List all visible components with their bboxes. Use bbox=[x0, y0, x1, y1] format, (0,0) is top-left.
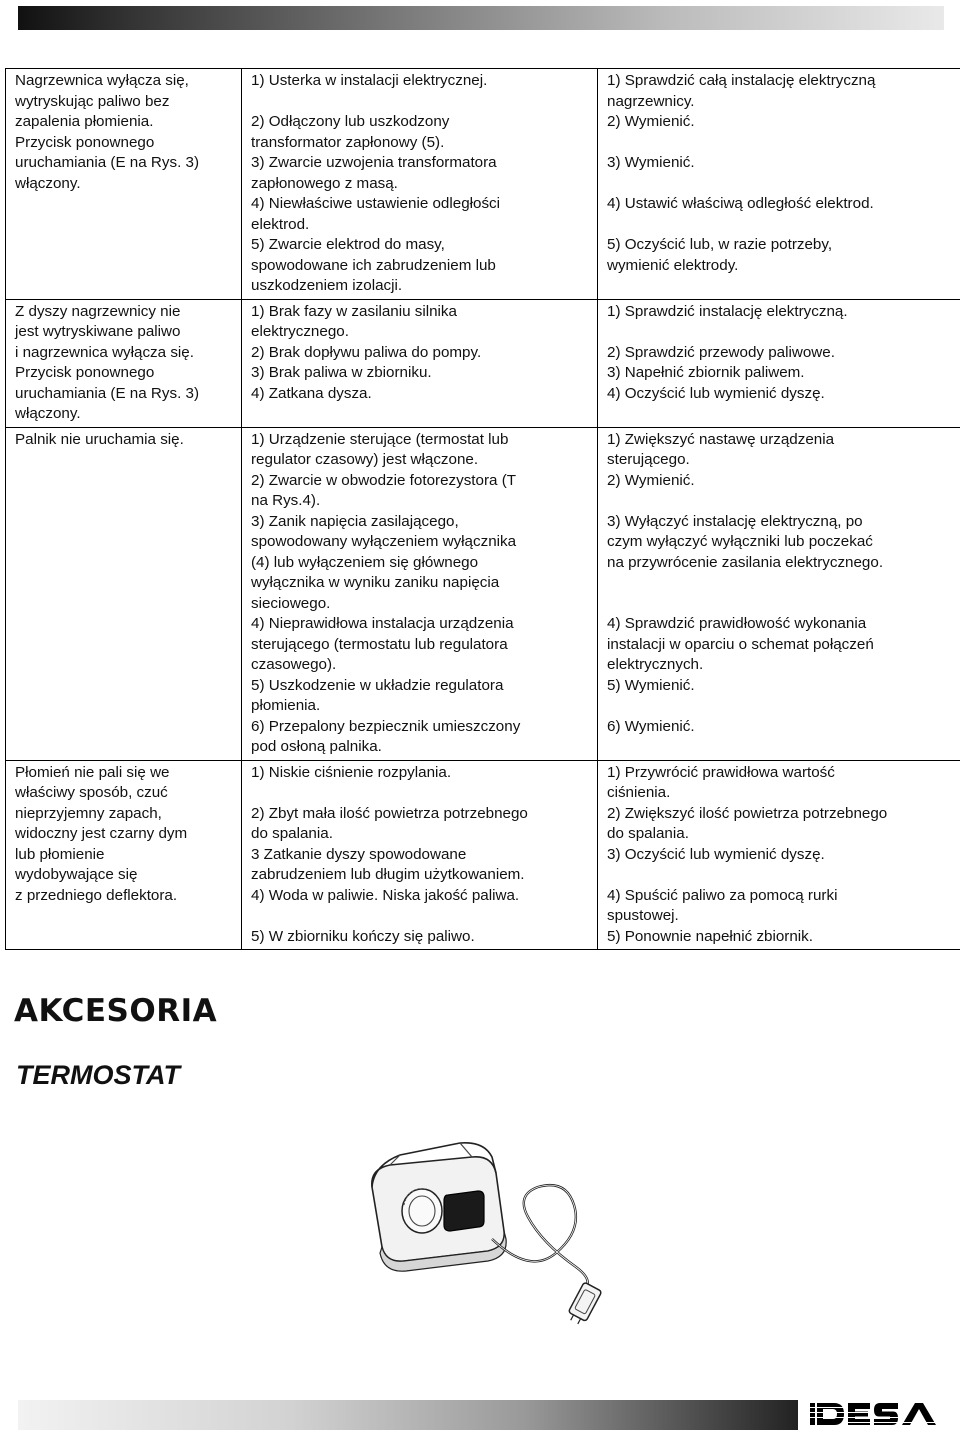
remedy-item bbox=[607, 363, 952, 384]
text-line: 5) Uszkodzenie w układzie regulatora bbox=[251, 676, 589, 697]
text-line: elektrycznych. bbox=[607, 655, 952, 676]
cause-cell bbox=[242, 69, 598, 300]
text-line: 2) Wymienić. bbox=[607, 471, 952, 492]
table-row bbox=[6, 427, 960, 760]
remedy-item bbox=[607, 71, 952, 112]
text-line: 2) Odłączony lub uszkodzony bbox=[251, 112, 589, 133]
table-row bbox=[6, 299, 960, 427]
text-line: regulator czasowy) jest włączone. bbox=[251, 450, 589, 471]
text-line: lub płomienie bbox=[15, 845, 233, 866]
problem-cell bbox=[6, 760, 242, 950]
text-line: 2) Zwiększyć ilość powietrza potrzebnego bbox=[607, 804, 952, 825]
cause-item bbox=[251, 886, 589, 907]
spacer bbox=[251, 783, 589, 804]
cause-item bbox=[251, 471, 589, 512]
text-line: elektrycznego. bbox=[251, 322, 589, 343]
text-line: 4) Niewłaściwe ustawienie odległości bbox=[251, 194, 589, 215]
thermostat-heading: TERMOSTAT bbox=[16, 1060, 180, 1091]
text-line: Z dyszy nagrzewnicy nie bbox=[15, 302, 233, 323]
text-line: Przycisk ponownego bbox=[15, 133, 233, 154]
text-line: 4) Sprawdzić prawidłowość wykonania bbox=[607, 614, 952, 635]
cause-item bbox=[251, 763, 589, 784]
text-line: Nagrzewnica wyłącza się, bbox=[15, 71, 233, 92]
text-line: 5) Ponownie napełnić zbiornik. bbox=[607, 927, 952, 948]
text-line: 3) Wymienić. bbox=[607, 153, 952, 174]
problem-cell bbox=[6, 299, 242, 427]
text-line: 2) Sprawdzić przewody paliwowe. bbox=[607, 343, 952, 364]
text-line: 4) Spuścić paliwo za pomocą rurki bbox=[607, 886, 952, 907]
remedy-item bbox=[607, 112, 952, 133]
text-line: 2) Zwarcie w obwodzie fotorezystora (T bbox=[251, 471, 589, 492]
text-line: i nagrzewnica wyłącza się. bbox=[15, 343, 233, 364]
text-line: 4) Nieprawidłowa instalacja urządzenia bbox=[251, 614, 589, 635]
cause-item bbox=[251, 112, 589, 153]
text-line: uruchamiania (E na Rys. 3) bbox=[15, 384, 233, 405]
text-line: 1) Urządzenie sterujące (termostat lub bbox=[251, 430, 589, 451]
remedy-item bbox=[607, 886, 952, 927]
text-line: 5) W zbiorniku kończy się paliwo. bbox=[251, 927, 589, 948]
text-line: instalacji w oparciu o schemat połączeń bbox=[607, 635, 952, 656]
text-line: zapłonowego z masą. bbox=[251, 174, 589, 195]
table-row bbox=[6, 69, 960, 300]
cause-item bbox=[251, 512, 589, 615]
remedy-item bbox=[607, 343, 952, 364]
text-line: sterującego. bbox=[607, 450, 952, 471]
text-line: na Rys.4). bbox=[251, 491, 589, 512]
remedy-cell bbox=[598, 427, 960, 760]
text-line: 3 Zatkanie dyszy spowodowane bbox=[251, 845, 589, 866]
remedy-item bbox=[607, 302, 952, 323]
cause-cell bbox=[242, 427, 598, 760]
cause-item bbox=[251, 235, 589, 297]
text-line: widoczny jest czarny dym bbox=[15, 824, 233, 845]
remedy-item bbox=[607, 194, 952, 215]
text-line: 2) Brak dopływu paliwa do pompy. bbox=[251, 343, 589, 364]
remedy-item bbox=[607, 512, 952, 574]
problem-cell bbox=[6, 69, 242, 300]
remedy-cell bbox=[598, 69, 960, 300]
spacer bbox=[607, 573, 952, 594]
accessories-heading: AKCESORIA bbox=[14, 993, 217, 1029]
text-line: 4) Zatkana dysza. bbox=[251, 384, 589, 405]
text-line: czasowego). bbox=[251, 655, 589, 676]
text-line: Płomień nie pali się we bbox=[15, 763, 233, 784]
text-line: (4) lub wyłączeniem się głównego bbox=[251, 553, 589, 574]
text-line: jest wytryskiwane paliwo bbox=[15, 322, 233, 343]
text-line: 1) Zwiększyć nastawę urządzenia bbox=[607, 430, 952, 451]
text-line: właściwy sposób, czuć bbox=[15, 783, 233, 804]
spacer bbox=[251, 906, 589, 927]
cause-item bbox=[251, 71, 589, 92]
text-line: uszkodzeniem izolacji. bbox=[251, 276, 589, 297]
cause-item bbox=[251, 614, 589, 676]
cause-item bbox=[251, 927, 589, 948]
text-line: 3) Brak paliwa w zbiorniku. bbox=[251, 363, 589, 384]
text-line: 4) Oczyścić lub wymienić dyszę. bbox=[607, 384, 952, 405]
text-line: 5) Wymienić. bbox=[607, 676, 952, 697]
text-line: płomienia. bbox=[251, 696, 589, 717]
text-line: wyłącznika w wyniku zaniku napięcia bbox=[251, 573, 589, 594]
cause-item bbox=[251, 804, 589, 845]
cause-item bbox=[251, 194, 589, 235]
footer-gradient-bar bbox=[18, 1400, 798, 1430]
text-line: wydobywające się bbox=[15, 865, 233, 886]
cause-item bbox=[251, 717, 589, 758]
text-line: włączony. bbox=[15, 174, 233, 195]
text-line: nieprzyjemny zapach, bbox=[15, 804, 233, 825]
text-line: 1) Sprawdzić instalację elektryczną. bbox=[607, 302, 952, 323]
cause-item bbox=[251, 343, 589, 364]
text-line: do spalania. bbox=[251, 824, 589, 845]
thermostat-cable bbox=[492, 1185, 588, 1287]
text-line: 5) Zwarcie elektrod do masy, bbox=[251, 235, 589, 256]
spacer bbox=[607, 174, 952, 195]
text-line: czym wyłączyć wyłączniki lub poczekać bbox=[607, 532, 952, 553]
remedy-item bbox=[607, 153, 952, 174]
remedy-item bbox=[607, 845, 952, 866]
text-line: Palnik nie uruchamia się. bbox=[15, 430, 233, 451]
text-line: 4) Woda w paliwie. Niska jakość paliwa. bbox=[251, 886, 589, 907]
text-line: włączony. bbox=[15, 404, 233, 425]
text-line: 1) Przywrócić prawidłowa wartość bbox=[607, 763, 952, 784]
remedy-item bbox=[607, 717, 952, 738]
cause-cell bbox=[242, 760, 598, 950]
spacer bbox=[607, 133, 952, 154]
cause-item bbox=[251, 153, 589, 194]
text-line: zapalenia płomienia. bbox=[15, 112, 233, 133]
remedy-item bbox=[607, 614, 952, 676]
text-line: Przycisk ponownego bbox=[15, 363, 233, 384]
text-line: spowodowany wyłączeniem wyłącznika bbox=[251, 532, 589, 553]
remedy-item bbox=[607, 430, 952, 471]
thermostat-switch bbox=[444, 1191, 484, 1231]
text-line: 4) Ustawić właściwą odległość elektrod. bbox=[607, 194, 952, 215]
text-line: do spalania. bbox=[607, 824, 952, 845]
text-line: 1) Brak fazy w zasilaniu silnika bbox=[251, 302, 589, 323]
text-line: 1) Usterka w instalacji elektrycznej. bbox=[251, 71, 589, 92]
text-line: na przywrócenie zasilania elektrycznego. bbox=[607, 553, 952, 574]
spacer bbox=[607, 322, 952, 343]
text-line: 3) Zanik napięcia zasilającego, bbox=[251, 512, 589, 533]
text-line: 2) Wymienić. bbox=[607, 112, 952, 133]
troubleshooting-table bbox=[5, 68, 960, 950]
remedy-item bbox=[607, 676, 952, 697]
desa-logo bbox=[808, 1398, 948, 1430]
spacer bbox=[251, 92, 589, 113]
cause-item bbox=[251, 430, 589, 471]
spacer bbox=[607, 865, 952, 886]
text-line: nagrzewnicy. bbox=[607, 92, 952, 113]
text-line: 1) Niskie ciśnienie rozpylania. bbox=[251, 763, 589, 784]
remedy-item bbox=[607, 927, 952, 948]
text-line: 1) Sprawdzić całą instalację elektryczną bbox=[607, 71, 952, 92]
remedy-cell bbox=[598, 299, 960, 427]
text-line: ciśnienia. bbox=[607, 783, 952, 804]
text-line: 3) Oczyścić lub wymienić dyszę. bbox=[607, 845, 952, 866]
text-line: 3) Zwarcie uzwojenia transformatora bbox=[251, 153, 589, 174]
text-line: 3) Napełnić zbiornik paliwem. bbox=[607, 363, 952, 384]
thermostat-illustration bbox=[360, 1135, 620, 1325]
spacer bbox=[607, 491, 952, 512]
text-line: z przedniego deflektora. bbox=[15, 886, 233, 907]
text-line: wymienić elektrody. bbox=[607, 256, 952, 277]
cause-cell bbox=[242, 299, 598, 427]
text-line: elektrod. bbox=[251, 215, 589, 236]
remedy-item bbox=[607, 471, 952, 492]
text-line: transformator zapłonowy (5). bbox=[251, 133, 589, 154]
text-line: 3) Wyłączyć instalację elektryczną, po bbox=[607, 512, 952, 533]
problem-cell bbox=[6, 427, 242, 760]
text-line: spowodowane ich zabrudzeniem lub bbox=[251, 256, 589, 277]
text-line: sieciowego. bbox=[251, 594, 589, 615]
text-line: wytryskując paliwo bez bbox=[15, 92, 233, 113]
spacer bbox=[607, 215, 952, 236]
spacer bbox=[607, 594, 952, 615]
thermostat-plug bbox=[565, 1282, 601, 1325]
cause-item bbox=[251, 384, 589, 405]
desa-logo-mark bbox=[808, 1398, 948, 1430]
remedy-cell bbox=[598, 760, 960, 950]
text-line: pod osłoną palnika. bbox=[251, 737, 589, 758]
cause-item bbox=[251, 363, 589, 384]
text-line: sterującego (termostatu lub regulatora bbox=[251, 635, 589, 656]
text-line: 5) Oczyścić lub, w razie potrzeby, bbox=[607, 235, 952, 256]
remedy-item bbox=[607, 763, 952, 804]
cause-item bbox=[251, 845, 589, 886]
cause-item bbox=[251, 676, 589, 717]
spacer bbox=[607, 696, 952, 717]
remedy-item bbox=[607, 804, 952, 845]
cause-item bbox=[251, 302, 589, 343]
header-gradient-bar bbox=[18, 6, 944, 30]
text-line: 6) Przepalony bezpiecznik umieszczony bbox=[251, 717, 589, 738]
remedy-item bbox=[607, 384, 952, 405]
text-line: 2) Zbyt mała ilość powietrza potrzebnego bbox=[251, 804, 589, 825]
remedy-item bbox=[607, 235, 952, 276]
text-line: zabrudzeniem lub długim użytkowaniem. bbox=[251, 865, 589, 886]
table-row bbox=[6, 760, 960, 950]
text-line: spustowej. bbox=[607, 906, 952, 927]
text-line: 6) Wymienić. bbox=[607, 717, 952, 738]
text-line: uruchamiania (E na Rys. 3) bbox=[15, 153, 233, 174]
